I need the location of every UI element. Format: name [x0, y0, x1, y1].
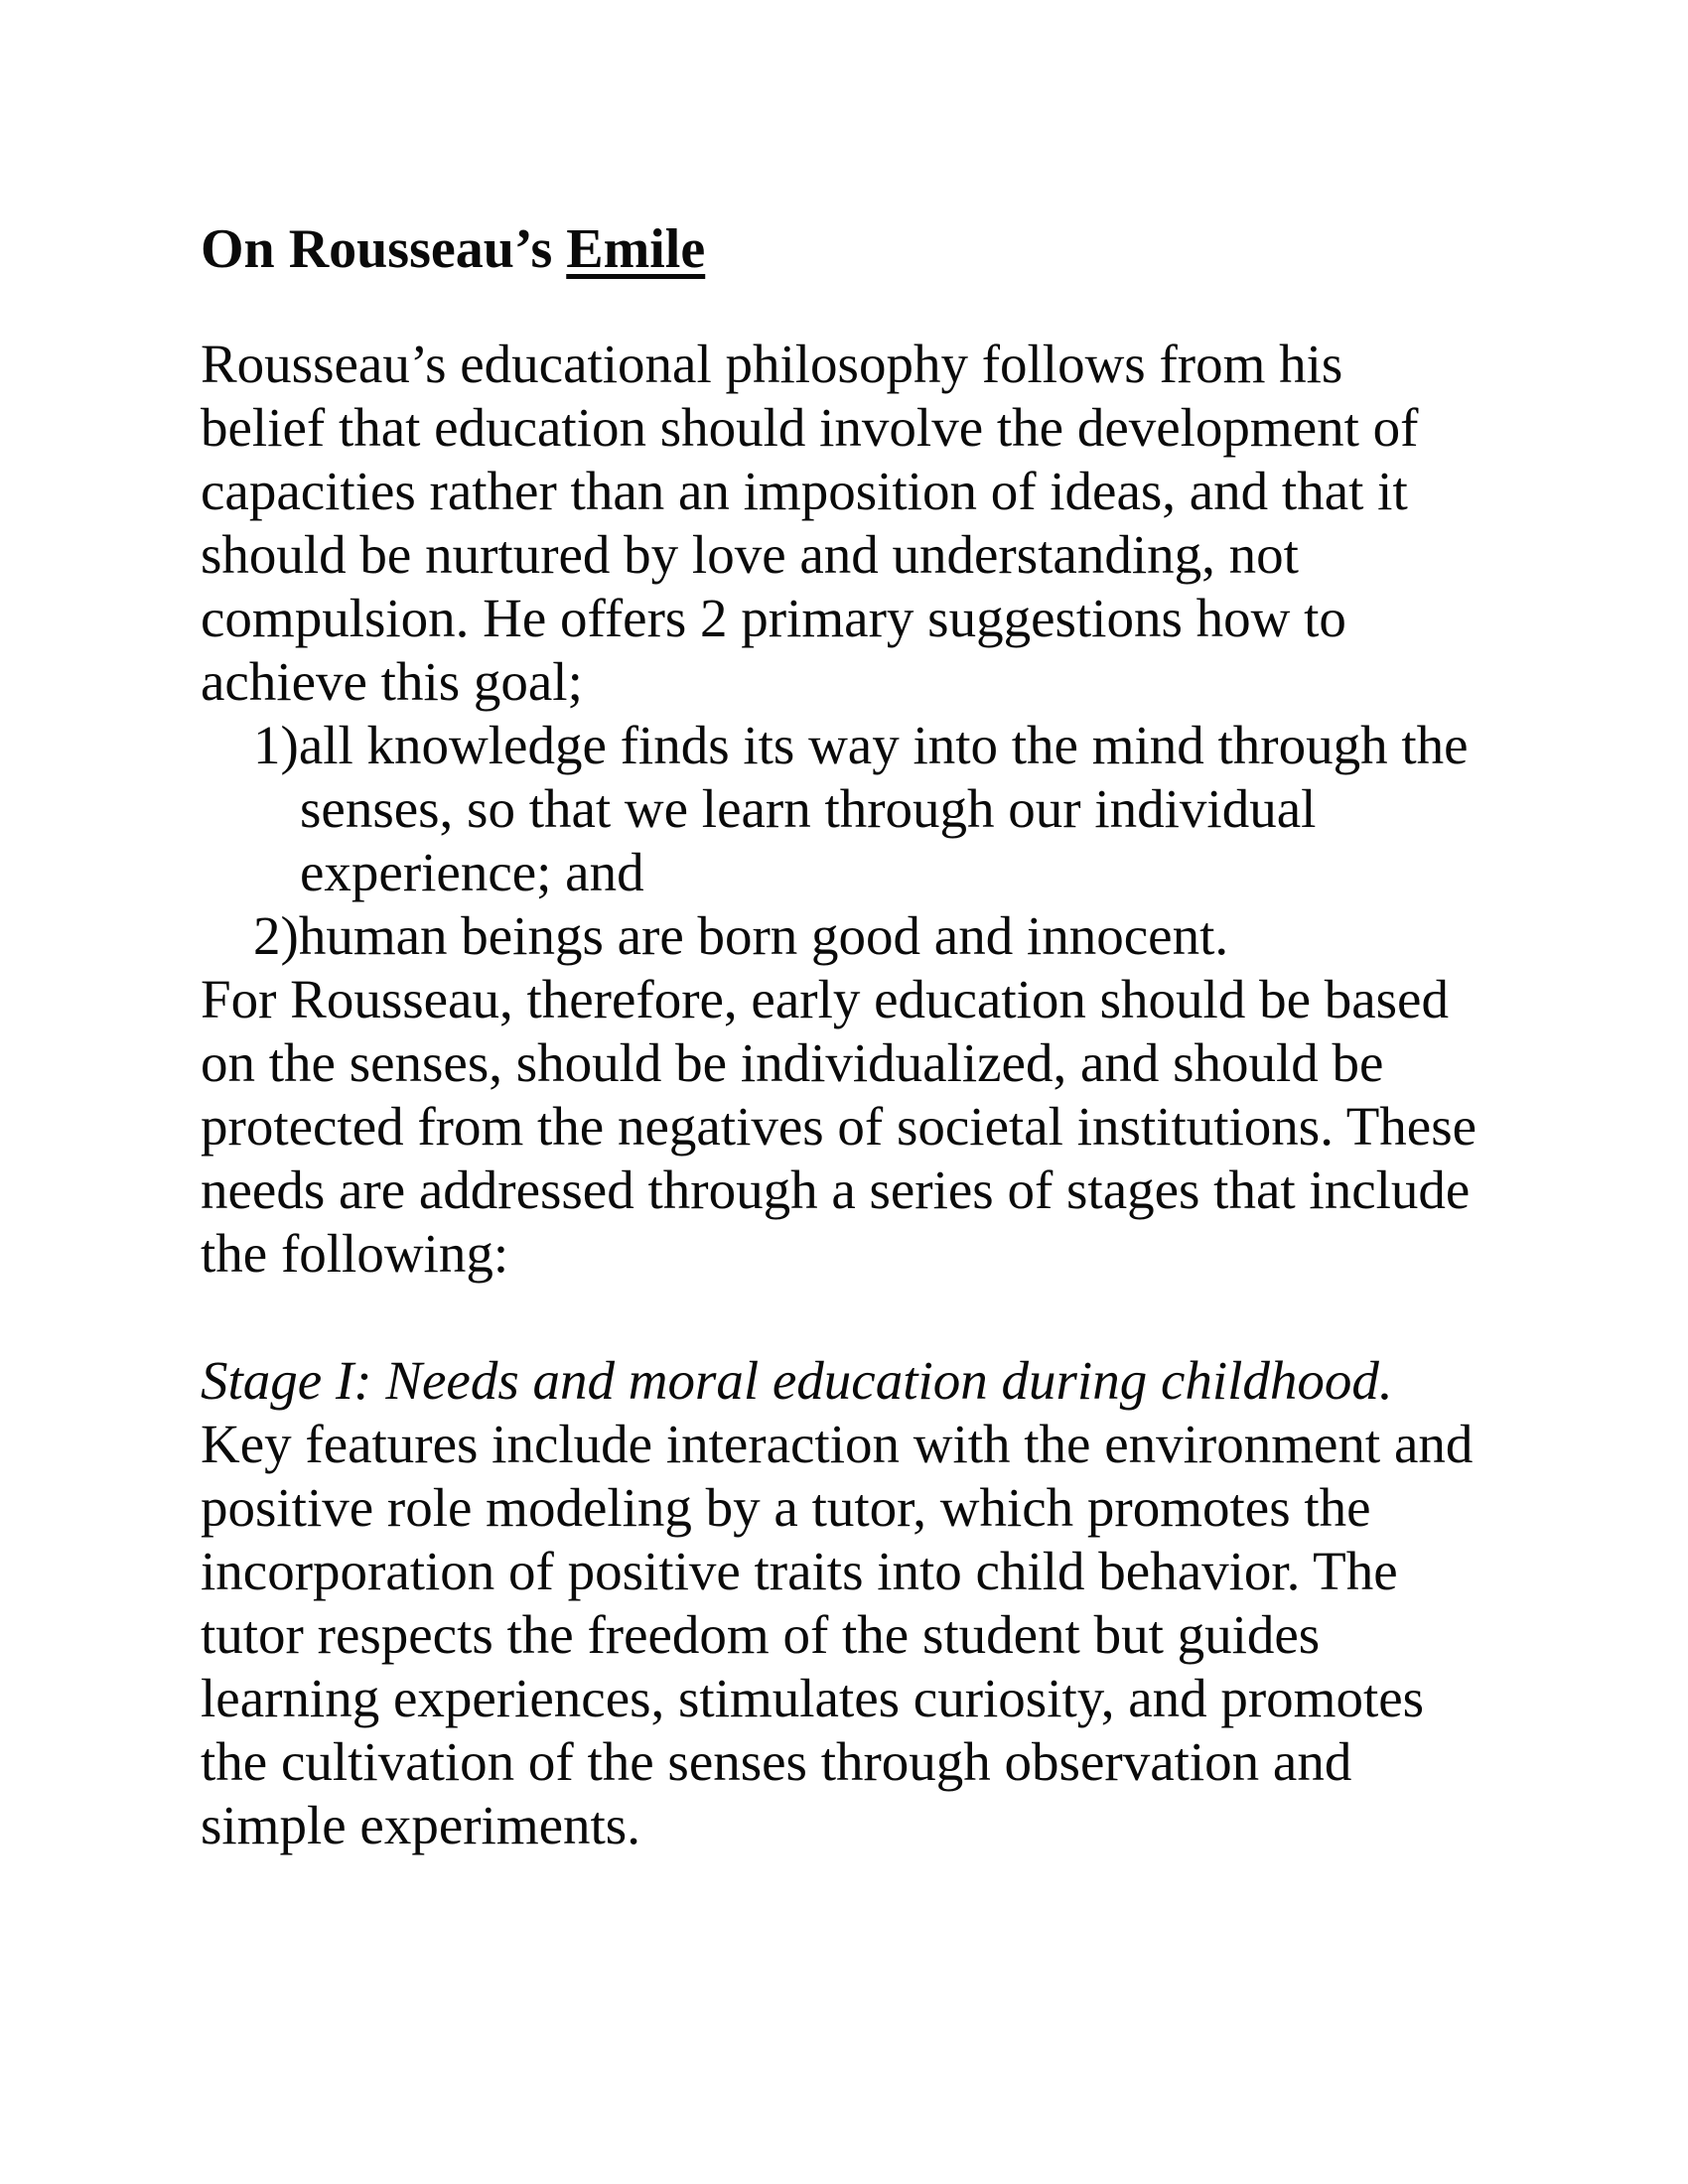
text-line: Stage I: Needs and moral education during childhood.	[201, 1350, 1393, 1411]
document-body	[201, 333, 1506, 1857]
stage-1-heading	[201, 1349, 1506, 1413]
text-line: senses, so that we learn through our individual	[300, 778, 1317, 839]
text-line: on the senses, should be individualized, and should be	[201, 1032, 1384, 1093]
text-line: experience; and	[300, 842, 644, 902]
page-content	[201, 216, 1506, 1857]
text-line: Rousseau’s educational philosophy follows from his	[201, 334, 1343, 394]
text-line: positive role modeling by a tutor, which promotes the	[201, 1477, 1371, 1538]
text-line: the cultivation of the senses through observation and	[201, 1731, 1352, 1792]
text-line: protected from the negatives of societal institutions. These	[201, 1096, 1477, 1157]
text-line: For Rousseau, therefore, early education should be based	[201, 969, 1449, 1029]
text-line: capacities rather than an imposition of ideas, and that it	[201, 461, 1408, 521]
document-title-text: On Rousseau’s	[201, 218, 567, 280]
text-line: needs are addressed through a series of stages that include	[201, 1160, 1471, 1220]
text-line: achieve this goal;	[201, 651, 583, 712]
text-line: belief that education should involve the development of	[201, 397, 1419, 458]
intro-paragraph	[201, 333, 1506, 1286]
stage-1-paragraph	[201, 1413, 1506, 1857]
text-line: incorporation of positive traits into child behavior. The	[201, 1541, 1398, 1601]
text-line: 2)human beings are born good and innocent.	[253, 905, 1229, 966]
document-title	[201, 216, 1506, 282]
text-line: simple experiments.	[201, 1795, 640, 1855]
book-title-underlined: Emile	[566, 218, 706, 280]
text-line: learning experiences, stimulates curiosity, and promotes	[201, 1668, 1425, 1728]
text-line: Key features include interaction with the environment and	[201, 1414, 1474, 1474]
text-line: 1)all knowledge finds its way into the mind through the	[253, 715, 1469, 775]
text-line: compulsion. He offers 2 primary suggestions how to	[201, 588, 1346, 648]
text-line: the following:	[201, 1223, 509, 1284]
text-line: should be nurtured by love and understanding, not	[201, 524, 1299, 585]
text-line: tutor respects the freedom of the student but guides	[201, 1604, 1321, 1665]
